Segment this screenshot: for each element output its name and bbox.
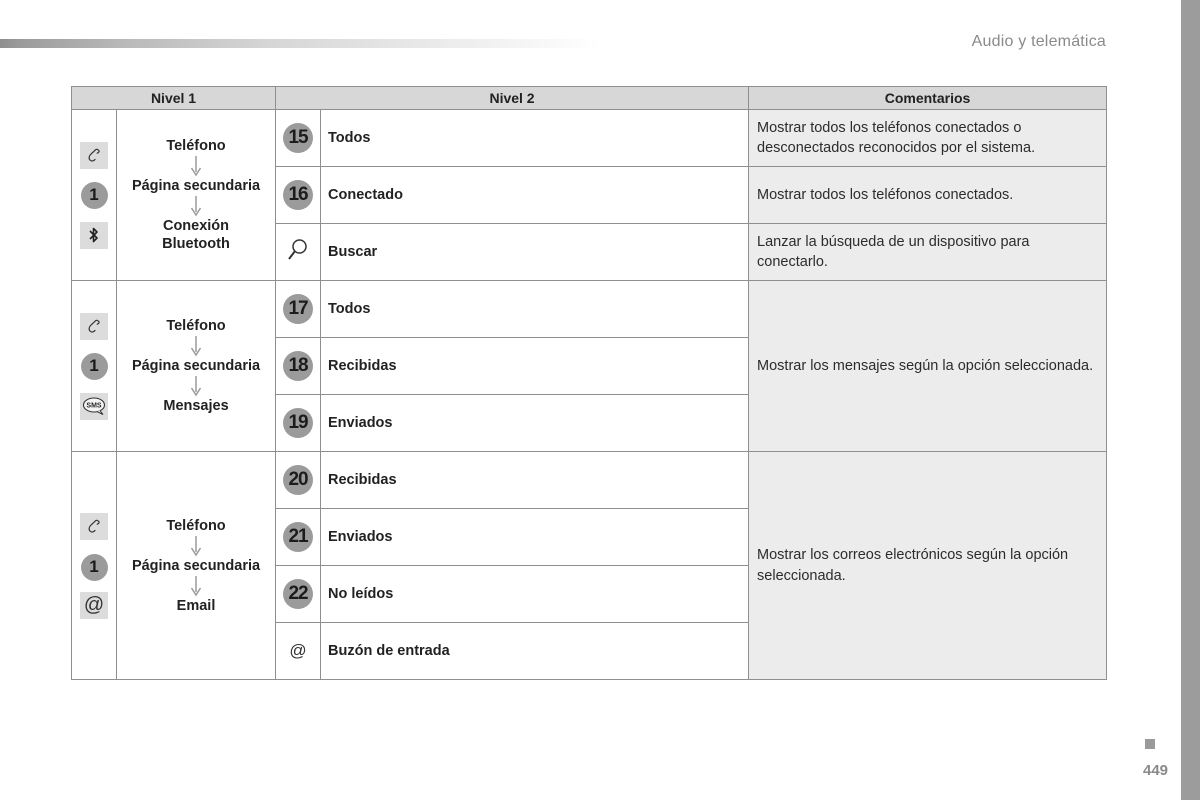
comment-cell: Mostrar todos los teléfonos conectados.: [749, 167, 1107, 224]
option-label: Recibidas: [321, 338, 749, 395]
option-label: Enviados: [321, 395, 749, 452]
option-icon-cell: [276, 224, 321, 281]
table-header-row: [72, 87, 1107, 110]
header-nivel-2: Nivel 2: [276, 87, 749, 110]
at-glyph: @: [83, 594, 105, 616]
option-label: Recibidas: [321, 452, 749, 509]
page-marker: [1145, 739, 1155, 749]
at-icon: [80, 592, 108, 619]
path-step: Teléfono: [166, 138, 226, 154]
level1-path-bluetooth: [117, 110, 276, 281]
level1-icons-bluetooth: [72, 110, 117, 281]
header-gradient-bar: [0, 39, 600, 48]
sms-icon: [80, 393, 108, 420]
level1-icons-mensajes: [72, 281, 117, 452]
section-title: Audio y telemática: [971, 33, 1106, 50]
level1-path-mensajes: [117, 281, 276, 452]
option-label: Conectado: [321, 167, 749, 224]
arrow-down-icon: [190, 575, 202, 597]
comment-cell: Mostrar los mensajes según la opción seleccionada.: [749, 281, 1107, 452]
number-badge: 21: [283, 522, 313, 552]
option-label: Enviados: [321, 509, 749, 566]
option-label: Buscar: [321, 224, 749, 281]
page-edge-bar: [1181, 0, 1200, 800]
option-label: Buzón de entrada: [321, 623, 749, 680]
badge-1: 1: [81, 554, 108, 581]
table-row: [72, 452, 1107, 509]
arrow-down-icon: [190, 535, 202, 557]
sms-icon-label: SMS: [86, 402, 102, 410]
search-icon: [286, 237, 310, 263]
option-number-cell: [276, 509, 321, 566]
arrow-down-icon: [190, 195, 202, 217]
path-step: Conexión Bluetooth: [162, 218, 230, 252]
path-step: Teléfono: [166, 318, 226, 334]
option-icon-cell: [276, 623, 321, 680]
header-nivel-1: Nivel 1: [72, 87, 276, 110]
number-badge: 17: [283, 294, 313, 324]
path-step: Teléfono: [166, 517, 226, 534]
option-label: Todos: [321, 110, 749, 167]
phone-handset-icon: [80, 513, 108, 540]
bluetooth-icon: [80, 222, 108, 249]
path-step: Página secundaria: [131, 358, 261, 374]
number-badge: 19: [283, 408, 313, 438]
option-number-cell: [276, 566, 321, 623]
level1-icons-email: [72, 452, 117, 680]
option-number-cell: [276, 110, 321, 167]
path-step: Mensajes: [163, 398, 229, 414]
option-number-cell: [276, 395, 321, 452]
option-number-cell: [276, 281, 321, 338]
arrow-down-icon: [190, 375, 202, 397]
menu-table: [71, 86, 1107, 680]
arrow-down-icon: [190, 155, 202, 177]
number-badge: 22: [283, 579, 313, 609]
table-row: [72, 281, 1107, 338]
comment-cell: Mostrar los correos electrónicos según la opción seleccionada.: [749, 452, 1107, 680]
option-number-cell: [276, 167, 321, 224]
option-label: No leídos: [321, 566, 749, 623]
comment-cell: Lanzar la búsqueda de un dispositivo para conectarlo.: [749, 224, 1107, 281]
path-step: Página secundaria: [131, 557, 261, 574]
number-badge: 15: [283, 123, 313, 153]
comment-cell: Mostrar todos los teléfonos conectados o desconectados reconocidos por el sistema.: [749, 110, 1107, 167]
path-step: Email: [176, 597, 216, 614]
table-row: [72, 110, 1107, 167]
at-icon: @: [289, 640, 307, 660]
badge-1: 1: [81, 353, 108, 380]
page-number: 449: [1143, 762, 1169, 779]
level1-path-email: [117, 452, 276, 680]
number-badge: 18: [283, 351, 313, 381]
arrow-down-icon: [190, 335, 202, 357]
phone-handset-icon: [80, 142, 108, 169]
header-comentarios: Comentarios: [749, 87, 1107, 110]
path-step: Página secundaria: [131, 178, 261, 194]
option-number-cell: [276, 452, 321, 509]
badge-1: 1: [81, 182, 108, 209]
number-badge: 16: [283, 180, 313, 210]
option-number-cell: [276, 338, 321, 395]
phone-handset-icon: [80, 313, 108, 340]
number-badge: 20: [283, 465, 313, 495]
option-label: Todos: [321, 281, 749, 338]
